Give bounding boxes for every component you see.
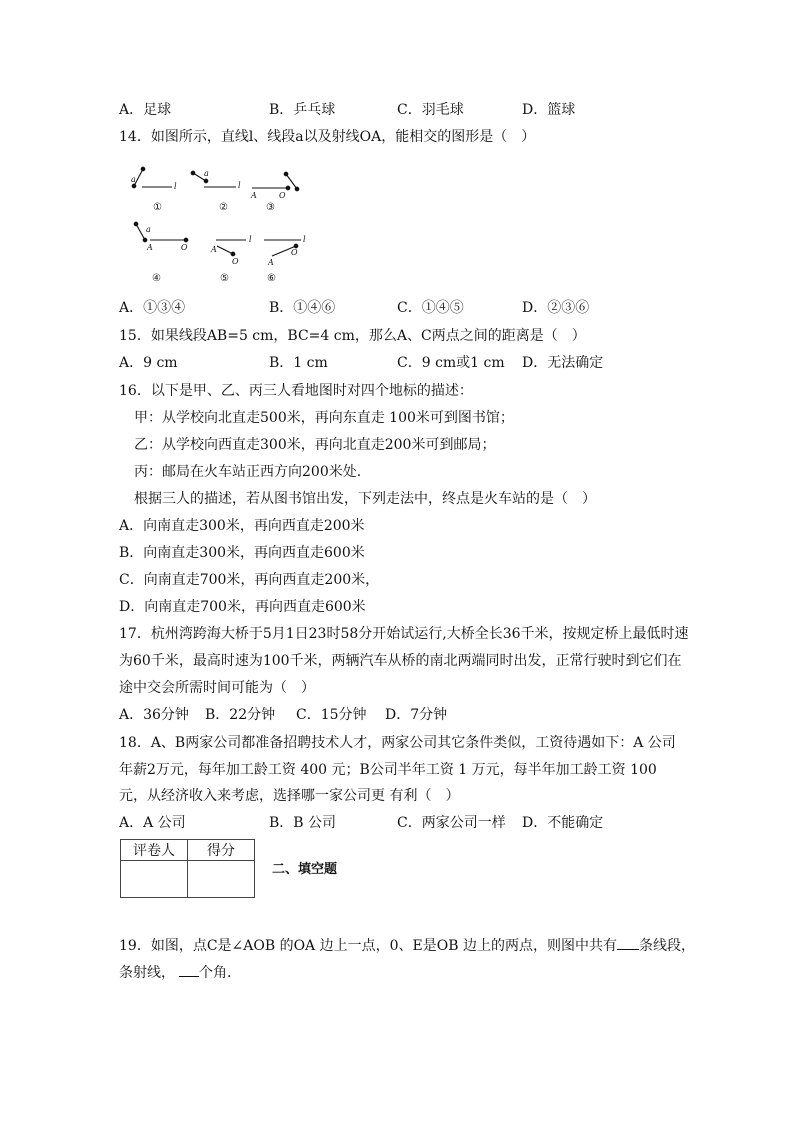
fig3-label-A: A: [251, 191, 257, 200]
q16-stem: 16．以下是甲、乙、丙三人看地图时对四个地标的描述：: [119, 383, 473, 399]
fig1-label-a: a: [131, 175, 136, 184]
section-title-fill-in: 二、填空题: [272, 862, 338, 877]
q19-text-2a: 条射线，: [119, 965, 175, 981]
fig2-label-l: l: [238, 181, 241, 190]
q19-blank-angles[interactable]: [179, 962, 199, 977]
fig6-label-A: A: [268, 258, 274, 267]
fig6-label-l: l: [303, 235, 306, 244]
score-table-header-grader: 评卷人: [121, 840, 188, 861]
score-table-score-cell[interactable]: [188, 861, 255, 898]
q15-option-b: B．1 cm: [269, 355, 328, 371]
score-table-header-score: 得分: [188, 840, 255, 861]
q17-option-b: B．22分钟: [205, 707, 276, 723]
q14-figure: [126, 160, 316, 290]
q18-line-2: 年薪2万元，每年加工龄工资 400 元；B公司半年工资 1 万元，每半年加工龄工资 100: [119, 762, 657, 778]
fig-num-6: ⑥: [267, 273, 276, 284]
fig-num-3: ③: [266, 202, 275, 213]
q18-line-1: 18．A、B两家公司都准备招聘技术人才，两家公司其它条件类似，工资待遇如下：A 公司: [119, 735, 676, 751]
score-table: [120, 839, 255, 898]
q15-stem: 15．如果线段AB=5 cm，BC=4 cm，那么A、C两点之间的距离是（ ）: [119, 328, 586, 344]
q16-option-d: D．向南直走700米，再向西直走600米: [119, 599, 366, 615]
fig-num-5: ⑤: [220, 273, 229, 284]
q15-option-d: D．无法确定: [522, 355, 604, 371]
q15-option-a: A．9 cm: [119, 355, 178, 371]
score-table-grader-cell[interactable]: [121, 861, 188, 898]
q17-line-1: 17．杭州湾跨海大桥于5月1日23时58分开始试运行,大桥全长36千米，按规定桥上最低时速: [119, 626, 689, 642]
q18-option-a: A．A 公司: [119, 815, 186, 831]
q13-option-a: A．足球: [119, 102, 172, 118]
q17-option-d: D．7分钟: [385, 707, 448, 723]
q17-option-a: A．36分钟: [119, 707, 189, 723]
fig2-label-a: a: [204, 169, 209, 178]
q16-line-yi: 乙：从学校向西直走300米，再向北直走200米可到邮局；: [134, 437, 496, 453]
fig4-label-a: a: [146, 225, 151, 234]
q19-text-1a: 19．如图，点C是∠AOB 的OA 边上一点，0、E是OB 边上的两点，则图中共有: [119, 938, 617, 954]
q18-line-3: 元，从经济收入来考虑，选择哪一家公司更 有利（ ）: [119, 788, 460, 804]
q13-option-d: D．篮球: [522, 102, 576, 118]
q14-option-a: A．①③④: [119, 300, 186, 316]
q19-line-2: [119, 962, 231, 983]
q17-line-2: 为60千米，最高时速为100千米，两辆汽车从桥的南北两端同时出发，正常行驶时到它们在: [119, 653, 682, 669]
q18-option-b: B．B 公司: [269, 815, 337, 831]
fig-num-2: ②: [219, 202, 228, 213]
q16-option-a: A．向南直走300米，再向西直走200米: [119, 518, 365, 534]
q13-option-b: B．乒乓球: [269, 102, 336, 118]
fig4-label-A: A: [147, 243, 153, 252]
fig4-label-O: O: [181, 243, 188, 252]
q15-option-c: C．9 cm或1 cm: [397, 355, 505, 371]
q14-option-d: D．②③⑥: [522, 300, 590, 316]
q16-line-bing: 丙：邮局在火车站正西方向200米处.: [134, 464, 362, 480]
q14-stem: 14．如图所示，直线l、线段a以及射线OA，能相交的图形是（ ）: [119, 129, 536, 145]
q18-option-d: D．不能确定: [522, 815, 604, 831]
q17-option-c: C．15分钟: [296, 707, 367, 723]
q14-option-c: C．①④⑤: [397, 300, 464, 316]
q13-option-c: C．羽毛球: [397, 102, 464, 118]
fig-num-1: ①: [153, 202, 162, 213]
q19-blank-segments[interactable]: [617, 935, 639, 950]
q19-line-1: [119, 935, 695, 956]
q16-option-b: B．向南直走300米，再向西直走600米: [119, 545, 365, 561]
q18-option-c: C．两家公司一样: [397, 815, 506, 831]
fig5-label-A: A: [211, 245, 217, 254]
q19-text-2b: 个角.: [199, 965, 232, 981]
fig5-label-l: l: [249, 235, 252, 244]
q14-option-b: B．①④⑥: [269, 300, 336, 316]
q17-line-3: 途中交会所需时间可能为（ ）: [119, 680, 315, 696]
fig6-label-O: O: [291, 248, 298, 257]
fig3-label-O: O: [279, 191, 286, 200]
q19-text-1b: 条线段，: [638, 938, 695, 954]
fig5-label-O: O: [232, 257, 239, 266]
q16-line-jia: 甲：从学校向北直走500米，再向东直走 100米可到图书馆；: [134, 410, 514, 426]
fig1-label-l: l: [174, 182, 177, 191]
q16-option-c: C．向南直走700米，再向西直走200米，: [119, 572, 380, 588]
q16-question: 根据三人的描述，若从图书馆出发，下列走法中，终点是火车站的是（ ）: [134, 491, 596, 507]
fig-num-4: ④: [152, 273, 161, 284]
